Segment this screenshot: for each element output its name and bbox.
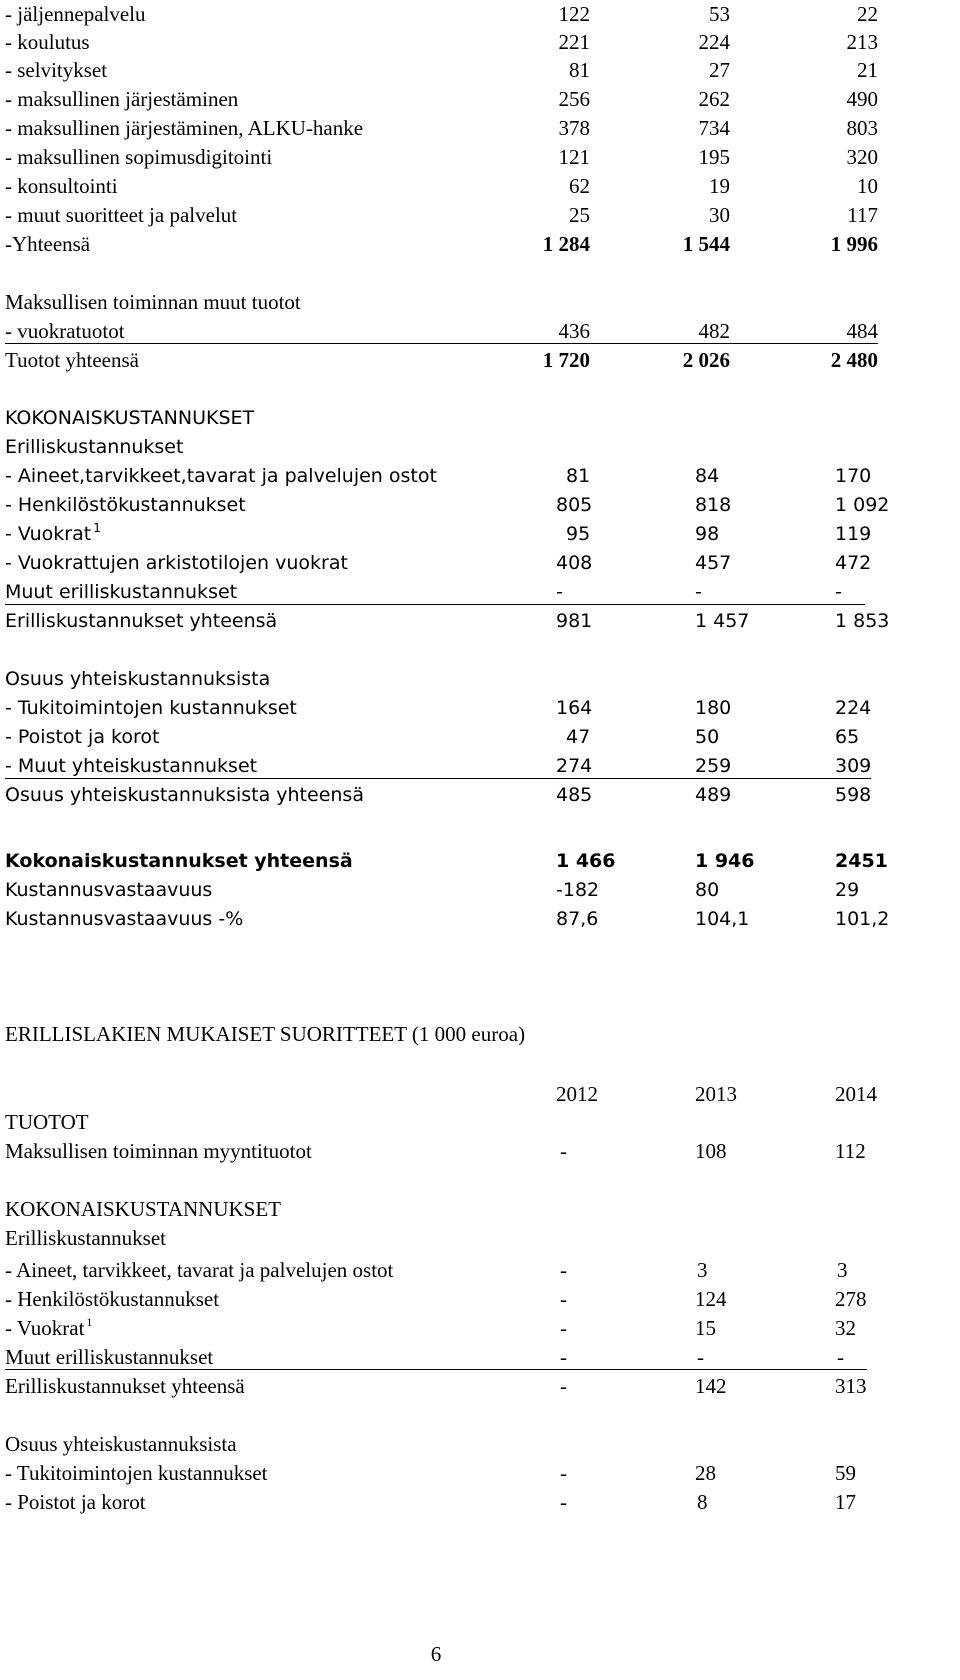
table-row	[0, 491, 960, 520]
value-col2: 457	[695, 552, 732, 574]
value-col3: 224	[835, 697, 872, 719]
value-col1: 1 284	[542, 232, 590, 256]
underline-divider	[5, 778, 871, 779]
value-col3: 119	[835, 523, 872, 545]
value-col1: 122	[558, 2, 590, 26]
value-col2: 124	[695, 1287, 727, 1311]
value-col3: 117	[847, 203, 878, 227]
table-row-total	[0, 781, 960, 810]
value-col2: 1 544	[682, 232, 730, 256]
value-col1: 81	[569, 58, 590, 82]
value-col2: 15	[695, 1316, 716, 1340]
section-heading	[0, 404, 960, 433]
value-col3: 10	[857, 174, 878, 198]
value-col3: 170	[835, 465, 872, 487]
value-col2: 259	[695, 755, 732, 777]
row-label: Erilliskustannukset yhteensä	[5, 610, 278, 632]
value-col3: 29	[835, 879, 860, 901]
value-col1: 164	[556, 697, 593, 719]
value-col1: 256	[558, 87, 590, 111]
value-col3: 1 092	[835, 494, 890, 516]
section-subheading	[0, 1430, 960, 1459]
value-col1: 47	[566, 726, 591, 748]
row-label: Kustannusvastaavuus -%	[5, 908, 244, 930]
value-col3: 101,2	[835, 908, 890, 930]
value-col3: 22	[857, 2, 878, 26]
table-row	[0, 143, 960, 172]
value-col2: 28	[695, 1461, 716, 1485]
section-subheading	[0, 433, 960, 462]
row-label: Maksullisen toiminnan myyntituotot	[5, 1139, 312, 1163]
value-col2: 195	[698, 145, 730, 169]
section-subheading	[0, 288, 960, 317]
row-label: - Vuokrat	[5, 1316, 85, 1340]
row-label: - selvitykset	[5, 58, 108, 82]
row-label: - Muut yhteiskustannukset	[5, 755, 258, 777]
table-row	[0, 1343, 960, 1372]
value-col2: 3	[697, 1258, 708, 1282]
value-col2: -	[695, 581, 702, 603]
table-row	[0, 694, 960, 723]
table-row	[0, 752, 960, 781]
heading-text: KOKONAISKUSTANNUKSET	[5, 1197, 281, 1221]
row-label-wrap	[5, 1314, 92, 1343]
row-label: - Vuokrat	[5, 523, 92, 545]
value-col3: 1 996	[830, 232, 878, 256]
underline-divider	[5, 1369, 867, 1370]
value-col3: 484	[846, 319, 878, 343]
value-col3: 313	[835, 1374, 867, 1398]
table-row	[0, 1256, 960, 1285]
value-col2: 53	[709, 2, 730, 26]
table-row-total	[0, 346, 960, 375]
value-col2: 734	[698, 116, 730, 140]
table-row	[0, 114, 960, 143]
table-row	[0, 56, 960, 85]
value-col1: -	[560, 1490, 567, 1514]
table-row	[0, 1488, 960, 1517]
value-col2: 262	[698, 87, 730, 111]
value-col2: 489	[695, 784, 732, 806]
subheading-text: Erilliskustannukset	[5, 1226, 166, 1250]
table-row	[0, 317, 960, 346]
row-label: Maksullisen toiminnan muut tuotot	[5, 290, 301, 314]
row-label: - maksullinen järjestäminen, ALKU-hanke	[5, 116, 364, 140]
table-row	[0, 1314, 960, 1343]
row-label: - Poistot ja korot	[5, 1490, 146, 1514]
year-col2: 2013	[695, 1082, 737, 1106]
section-title	[0, 1020, 960, 1049]
value-col3: 598	[835, 784, 872, 806]
row-label: - Henkilöstökustannukset	[5, 494, 246, 516]
value-col3: 112	[835, 1139, 866, 1163]
heading-text: KOKONAISKUSTANNUKSET	[5, 407, 255, 429]
subheading-text: Osuus yhteiskustannuksista	[5, 668, 271, 690]
value-col2: 2 026	[682, 348, 730, 372]
table-row	[0, 1459, 960, 1488]
value-col3: 309	[835, 755, 872, 777]
value-col1: 805	[556, 494, 593, 516]
value-col2: 30	[709, 203, 730, 227]
subheading-text: Osuus yhteiskustannuksista	[5, 1432, 237, 1456]
table-row	[0, 1137, 960, 1166]
table-row	[0, 28, 960, 57]
row-label: - vuokratuotot	[5, 319, 125, 343]
year-header-row	[0, 1080, 960, 1109]
value-col1: 1 466	[556, 850, 616, 872]
row-label: - maksullinen sopimusdigitointi	[5, 145, 273, 169]
value-col1: -	[556, 581, 563, 603]
value-col3: 59	[835, 1461, 856, 1485]
value-col3: 278	[835, 1287, 867, 1311]
table-row	[0, 876, 960, 905]
value-col2: 180	[695, 697, 732, 719]
section-subheading	[0, 665, 960, 694]
value-col1: 436	[558, 319, 590, 343]
section-subheading	[0, 1224, 960, 1253]
table-row	[0, 549, 960, 578]
underline-divider	[5, 343, 878, 344]
value-col2: 1 457	[695, 610, 750, 632]
footnote-marker: 1	[93, 521, 101, 535]
row-label: - Tukitoimintojen kustannukset	[5, 697, 297, 719]
value-col1: 62	[569, 174, 590, 198]
table-row-total	[0, 607, 960, 636]
value-col1: 81	[566, 465, 591, 487]
row-label: - koulutus	[5, 30, 90, 54]
table-row-total	[0, 230, 960, 259]
value-col1: -182	[556, 879, 600, 901]
value-col1: -	[560, 1316, 567, 1340]
value-col1: 25	[569, 203, 590, 227]
row-label: - jäljennepalvelu	[5, 2, 146, 26]
row-label: Tuotot yhteensä	[5, 348, 139, 372]
table-row	[0, 723, 960, 752]
value-col1: -	[560, 1461, 567, 1485]
row-label: - muut suoritteet ja palvelut	[5, 203, 238, 227]
value-col1: 981	[556, 610, 593, 632]
value-col2: -	[697, 1345, 704, 1369]
table-row	[0, 0, 960, 29]
value-col2: 818	[695, 494, 732, 516]
row-label: - Aineet,tarvikkeet,tavarat ja palvelujen ostot	[5, 465, 437, 487]
value-col1: 408	[556, 552, 593, 574]
value-col1: 95	[566, 523, 591, 545]
table-row	[0, 201, 960, 230]
row-label: - konsultointi	[5, 174, 118, 198]
value-col2: 80	[695, 879, 720, 901]
table-row	[0, 520, 960, 549]
value-col3: 32	[835, 1316, 856, 1340]
value-col3: 1 853	[835, 610, 890, 632]
value-col2: 84	[695, 465, 720, 487]
value-col1: -	[560, 1374, 567, 1398]
value-col2: 1 946	[695, 850, 755, 872]
row-label: - Vuokrattujen arkistotilojen vuokrat	[5, 552, 348, 574]
row-label: Muut erilliskustannukset	[5, 1345, 214, 1369]
footnote-marker: 1	[86, 1315, 93, 1329]
row-label: - Henkilöstökustannukset	[5, 1287, 220, 1311]
value-col3: 490	[846, 87, 878, 111]
row-label: - Aineet, tarvikkeet, tavarat ja palvelujen ostot	[5, 1258, 394, 1282]
section-title-text: ERILLISLAKIEN MUKAISET SUORITTEET (1 000 euroa)	[5, 1022, 526, 1046]
value-col3: 17	[835, 1490, 856, 1514]
value-col3: 320	[846, 145, 878, 169]
row-label: Erilliskustannukset yhteensä	[5, 1374, 245, 1398]
value-col1: 221	[558, 30, 590, 54]
value-col3: -	[835, 581, 842, 603]
section-heading	[0, 1108, 960, 1137]
value-col1: -	[560, 1139, 567, 1163]
value-col2: 104,1	[695, 908, 750, 930]
underline-divider	[5, 604, 865, 605]
row-label: Muut erilliskustannukset	[5, 581, 238, 603]
table-row	[0, 462, 960, 491]
section-heading	[0, 1195, 960, 1224]
table-row	[0, 1285, 960, 1314]
value-col2: 98	[695, 523, 720, 545]
value-col3: 2451	[835, 850, 888, 872]
table-row	[0, 172, 960, 201]
page-number: 6	[430, 1642, 442, 1666]
value-col3: 21	[857, 58, 878, 82]
value-col3: 2 480	[830, 348, 878, 372]
year-col3: 2014	[835, 1082, 877, 1106]
row-label: -Yhteensä	[5, 232, 91, 256]
value-col2: 8	[697, 1490, 708, 1514]
value-col3: 803	[846, 116, 878, 140]
table-row	[0, 905, 960, 934]
year-col1: 2012	[556, 1082, 598, 1106]
value-col1: -	[560, 1258, 567, 1282]
value-col2: 27	[709, 58, 730, 82]
value-col2: 142	[695, 1374, 727, 1398]
value-col3: 65	[835, 726, 860, 748]
value-col1: 274	[556, 755, 593, 777]
value-col2: 224	[698, 30, 730, 54]
value-col1: 87,6	[556, 908, 599, 930]
value-col1: -	[560, 1287, 567, 1311]
heading-text: TUOTOT	[5, 1110, 89, 1134]
value-col3: 3	[837, 1258, 848, 1282]
table-row-total	[0, 1372, 960, 1401]
row-label: - Tukitoimintojen kustannukset	[5, 1461, 268, 1485]
value-col1: 485	[556, 784, 593, 806]
value-col1: 1 720	[542, 348, 590, 372]
value-col1: 378	[558, 116, 590, 140]
subheading-text: Erilliskustannukset	[5, 436, 184, 458]
value-col2: 50	[695, 726, 720, 748]
table-row	[0, 578, 960, 607]
value-col3: 472	[835, 552, 872, 574]
value-col2: 482	[698, 319, 730, 343]
value-col3: 213	[846, 30, 878, 54]
row-label: Kustannusvastaavuus	[5, 879, 213, 901]
value-col1: 121	[558, 145, 590, 169]
row-label: Kokonaiskustannukset yhteensä	[5, 850, 353, 872]
row-label: Osuus yhteiskustannuksista yhteensä	[5, 784, 364, 806]
value-col2: 19	[709, 174, 730, 198]
table-row-grand-total	[0, 847, 960, 876]
row-label: - Poistot ja korot	[5, 726, 160, 748]
value-col2: 108	[695, 1139, 727, 1163]
row-label-wrap	[5, 520, 101, 549]
row-label: - maksullinen järjestäminen	[5, 87, 239, 111]
table-row	[0, 85, 960, 114]
value-col3: -	[837, 1345, 844, 1369]
value-col1: -	[560, 1345, 567, 1369]
